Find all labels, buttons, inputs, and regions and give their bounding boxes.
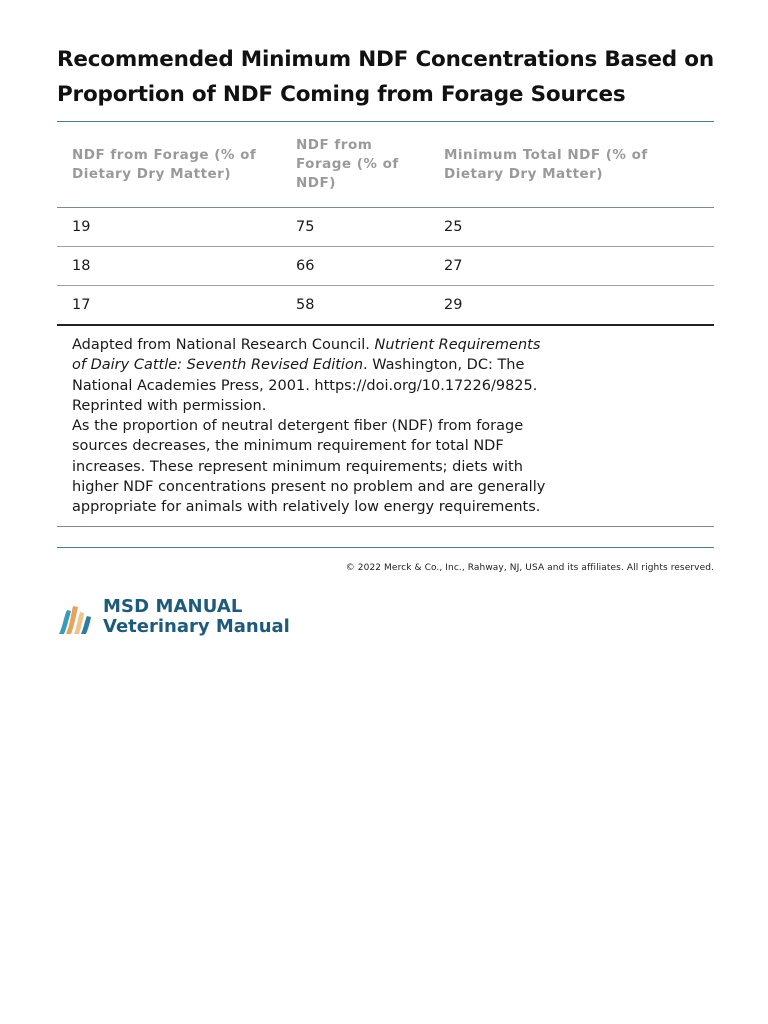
column-header-min-total-ndf: Minimum Total NDF (% of Dietary Dry Matter) — [429, 122, 714, 208]
msd-logo-icon — [57, 598, 95, 636]
document-page — [57, 0, 714, 637]
table-cell: 27 — [429, 247, 714, 286]
citation-book-title: Nutrient Requirements of Dairy Cattle: Seventh Revised Edition — [72, 337, 541, 374]
table-row — [57, 247, 714, 286]
table-description: As the proportion of neutral detergent fiber (NDF) from forage sources decreases, the minimum requirement for total NDF increases. These represent minimum requirements; diets with higher NDF concentrations present no problem and are generally appropriate for animals with relatively low energy requirements. — [72, 418, 546, 516]
logo-line-msd-manual: MSD MANUAL — [103, 595, 243, 617]
table-row — [57, 208, 714, 247]
column-header-ndf-forage-dm: NDF from Forage (% of Dietary Dry Matter) — [57, 122, 281, 208]
table-row — [57, 286, 714, 326]
copyright-notice: © 2022 Merck & Co., Inc., Rahway, NJ, USA and its affiliates. All rights reserved. — [345, 562, 714, 573]
table-cell: 66 — [281, 247, 429, 286]
table-cell: 29 — [429, 286, 714, 326]
table-footnote — [57, 326, 714, 527]
logo-line-veterinary-manual: Veterinary Manual — [103, 615, 290, 637]
table-cell: 25 — [429, 208, 714, 247]
page-title: Recommended Minimum NDF Concentrations Based on Proportion of NDF Coming from Forage Sources — [57, 47, 714, 107]
source-citation — [72, 335, 554, 416]
citation-suffix: . Washington, DC: The National Academies Press, 2001. https://doi.org/10.17226/9825. Reprinted with permission. — [72, 357, 538, 414]
ndf-table — [57, 122, 714, 326]
table-cell: 58 — [281, 286, 429, 326]
column-header-ndf-forage-ndf: NDF from Forage (% of NDF) — [281, 122, 429, 208]
table-cell: 17 — [57, 286, 281, 326]
msd-manual-logo — [57, 597, 714, 637]
table-cell: 19 — [57, 208, 281, 247]
logo-wordmark — [103, 597, 290, 637]
citation-prefix: Adapted from National Research Council. — [72, 337, 375, 353]
table-cell: 75 — [281, 208, 429, 247]
table-header-row — [57, 122, 714, 208]
table-cell: 18 — [57, 247, 281, 286]
bottom-divider — [57, 547, 714, 548]
